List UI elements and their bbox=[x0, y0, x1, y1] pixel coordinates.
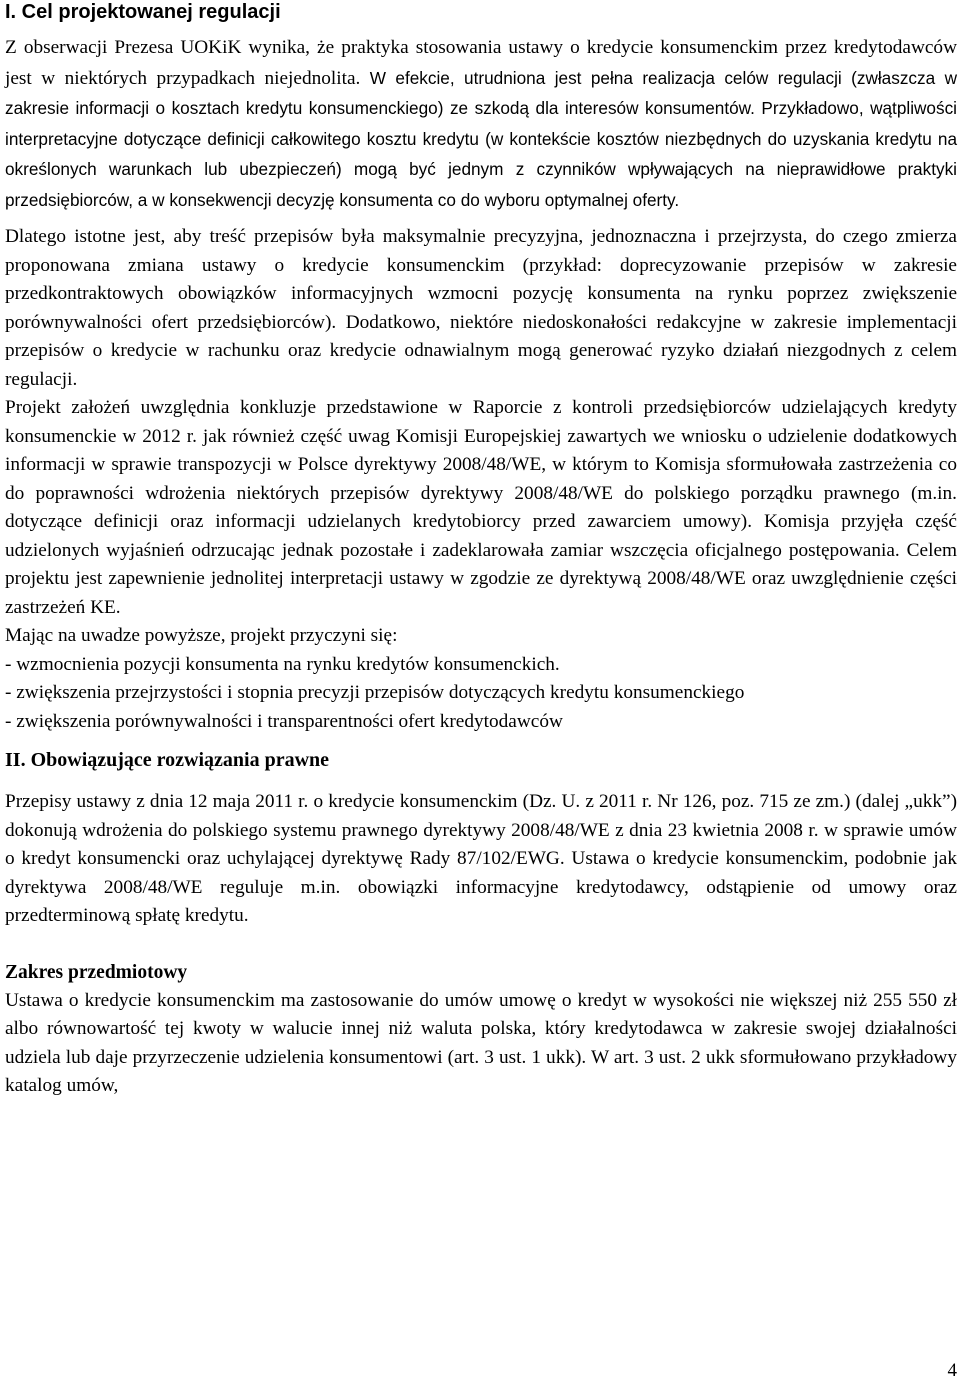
goals-list bbox=[5, 622, 957, 736]
paragraph-sans-part: W efekcie, utrudniona jest pełna realizacja celów regulacji (zwłaszcza w zakresie informacji o kosztach kredytu konsumenckiego) ze szkodą dla interesów konsumentów. Przykładowo, wątpliwości interpretacyjne dotyczące definicji całkowitego kosztu kredytu (w kontekście kosztów niezbędnych do uzyskania kredytu na określonych warunkach lub ubezpieczeń) mogą być jednym z czynników wpływających na nieprawidłowe praktyki przedsiębiorców, a w konsekwencji decyzję konsumenta co do wyboru optymalnej oferty. bbox=[5, 67, 957, 210]
list-item: - wzmocnienia pozycji konsumenta na rynku kredytów konsumenckich. bbox=[5, 653, 560, 675]
section-2-heading: II. Obowiązujące rozwiązania prawne bbox=[5, 749, 330, 771]
section-1-paragraph-2: Dlatego istotne jest, aby treść przepisów była maksymalnie precyzyjna, jednoznaczna i przejrzysta, do czego zmierza proponowana zmiana ustawy o kredycie konsumenckim (przykład: doprecyzowanie przepisów w zakresie przedkontraktowych obowiązków informacyjnych wzmocni pozycję konsumenta na rynku poprzez zwiększenie porównywalności ofert przedsiębiorców). Dodatkowo, niektóre niedoskonałości redakcyjne w zakresie implementacji przepisów o kredycie w rachunku oraz kredycie odnawialnym mogą generować ryzyko działań niezgodnych z celem regulacji. bbox=[5, 226, 957, 390]
section-1-paragraph-1 bbox=[5, 34, 957, 216]
section-1-paragraph-3: Projekt założeń uwzględnia konkluzje przedstawione w Raporcie z kontroli przedsiębiorców udzielających kredyty konsumenckie w 2012 r. jak również część uwag Komisji Europejskiej zawartych we wniosku o udzielenie dodatkowych informacji w sprawie transpozycji w Polsce dyrektywy 2008/48/WE, w którym to Komisja sformułowała zastrzeżenia co do poprawności wdrożenia niektórych przepisów dyrektywy 2008/48/WE do polskiego porządku prawnego (m.in. dotyczące definicji oraz informacji udzielanych kredytobiorcy przed zawarciem umowy). Komisja przyjęła część udzielonych wyjaśnień odrzucając jednak pozostałe i zadeklarowała zamiar wszczęcia oficjalnego postępowania. Celem projektu jest zapewnienie jednolitej interpretacji ustawy w zgodzie ze dyrektywą 2008/48/WE oraz uwzględnienie części zastrzeżeń KE. bbox=[5, 397, 957, 618]
section-1-heading: I. Cel projektowanej regulacji bbox=[5, 1, 281, 23]
list-item: - zwiększenia przejrzystości i stopnia precyzji przepisów dotyczących kredytu konsumenckiego bbox=[5, 682, 745, 703]
subsection-paragraph-1: Ustawa o kredycie konsumenckim ma zastosowanie do umów umowę o kredyt w wysokości nie większej niż 255 550 zł albo równowartość tej kwoty w walucie innej niż waluta polska, który kredytodawca w zakresie swojej działalności udziela lub daje przyrzeczenie udzielenia konsumentowi (art. 3 ust. 1 ukk). W art. 3 ust. 2 ukk sformułowano przykładowy katalog umów, bbox=[5, 989, 957, 1096]
list-intro: Mając na uwadze powyższe, projekt przyczyni się: bbox=[5, 625, 398, 646]
subsection-heading: Zakres przedmiotowy bbox=[5, 961, 188, 983]
document-page bbox=[5, 0, 957, 1101]
section-2-paragraph-1: Przepisy ustawy z dnia 12 maja 2011 r. o kredycie konsumenckim (Dz. U. z 2011 r. Nr 126, poz. 715 ze zm.) (dalej „ukk”) dokonują wdrożenia do polskiego systemu prawnego dyrektywy 2008/48/WE z dnia 23 kwietnia 2008 r. w sprawie umów o kredyt konsumencki oraz uchylającej dyrektywę Rady 87/102/EWG. Ustawa o kredycie konsumenckim, podobnie jak dyrektywa 2008/48/WE reguluje m.in. obowiązki informacyjne kredytodawcy, odstąpienie od umowy oraz przedterminową spłatę kredytu. bbox=[5, 791, 957, 926]
list-item: - zwiększenia porównywalności i transparentności ofert kredytodawców bbox=[5, 710, 563, 732]
paragraph-serif-part: Z obserwacji Prezesa UOKiK wynika, że praktyka stosowania ustawy o kredycie konsumenckim przez kredytodawców jest w niektórych przypadkach niejednolita. bbox=[5, 37, 957, 89]
page-number: 4 bbox=[947, 1360, 957, 1381]
